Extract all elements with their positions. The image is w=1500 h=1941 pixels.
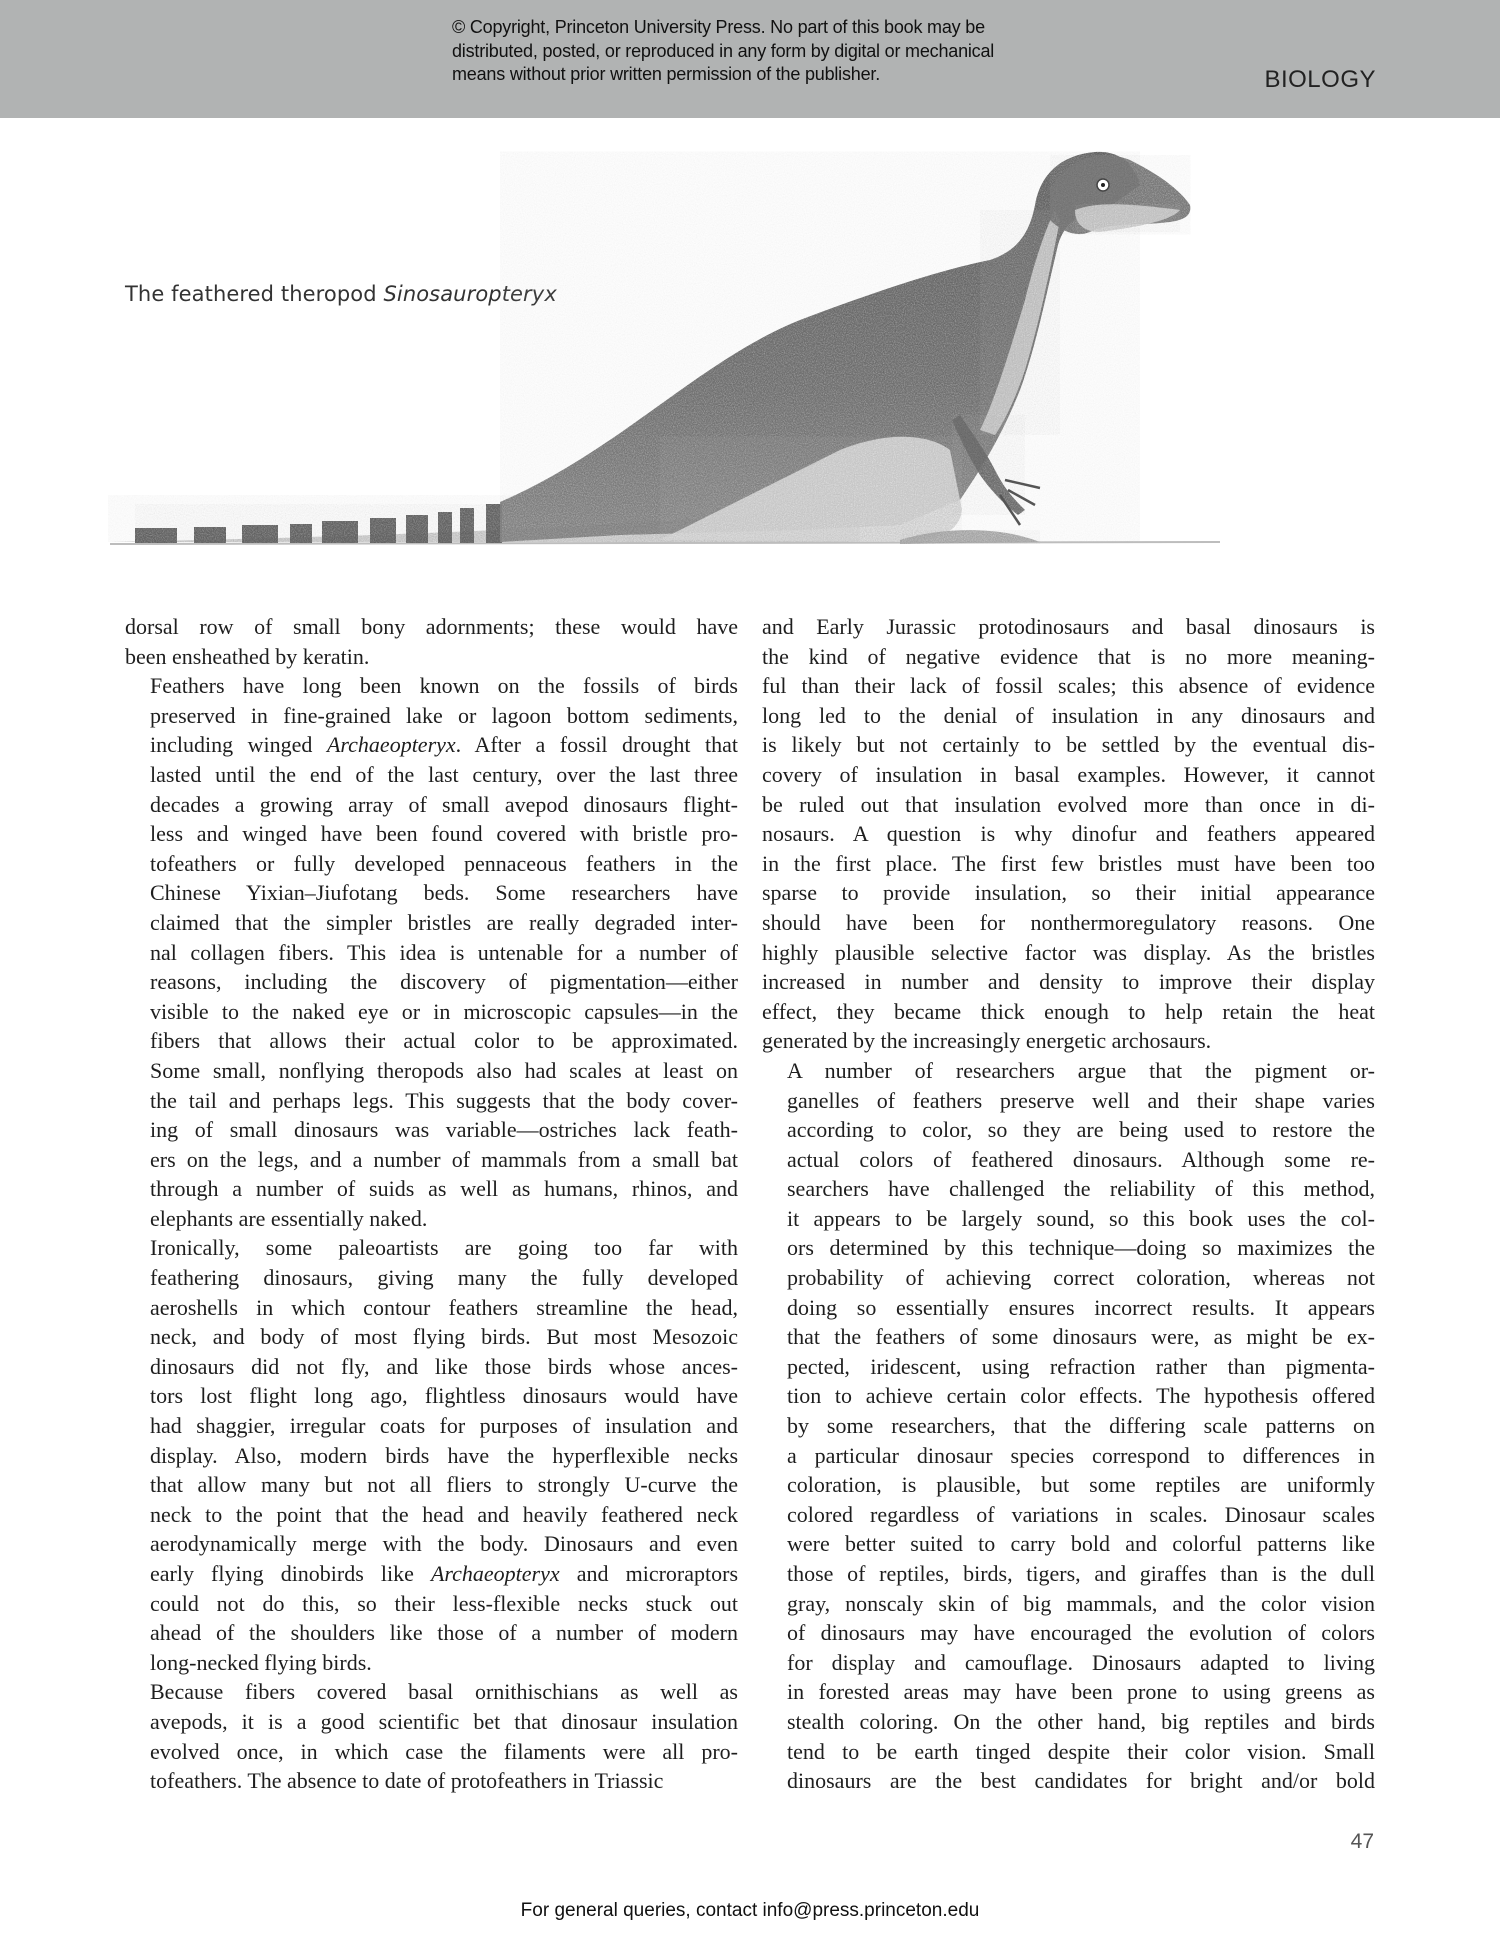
- text-line: neck to the point that the head and heavily feathered neck: [150, 1501, 738, 1527]
- text-line: fibers that allows their actual color to be approximated.: [150, 1028, 738, 1054]
- text-line: gray, nonscaly skin of big mammals, and the color vision: [787, 1590, 1375, 1616]
- text-line: dinosaurs are the best candidates for bright and/or bold: [787, 1768, 1375, 1794]
- text-line: should have been for nonthermoregulatory reasons. One: [762, 909, 1375, 935]
- text-line: reasons, including the discovery of pigmentation—either: [150, 969, 738, 995]
- text-line: increased in number and density to improve their display: [762, 969, 1375, 995]
- text-line: A number of researchers argue that the pigment or-: [787, 1057, 1375, 1083]
- text-line: had shaggier, irregular coats for purposes of insulation and: [150, 1413, 738, 1439]
- caption-text: The feathered theropod: [125, 282, 384, 306]
- text-line: long led to the denial of insulation in any dinosaurs and: [762, 702, 1375, 728]
- text-line: that the feathers of some dinosaurs were, as might be ex-: [787, 1324, 1375, 1350]
- footer-contact: For general queries, contact info@press.princeton.edu: [520, 1900, 980, 1921]
- text-line: feathering dinosaurs, giving many the fully developed: [150, 1265, 738, 1291]
- copyright-line: © Copyright, Princeton University Press. No part of this book may be: [452, 17, 985, 37]
- text-line: Chinese Yixian–Jiufotang beds. Some researchers have: [150, 880, 738, 906]
- text-line: the kind of negative evidence that is no more meaning-: [762, 643, 1375, 669]
- text-line: tofeathers or fully developed pennaceous feathers in the: [150, 850, 738, 876]
- paragraph: [125, 612, 738, 671]
- text-line: aerodynamically merge with the body. Dinosaurs and even: [150, 1531, 738, 1557]
- paragraph: [125, 1233, 738, 1677]
- text-line: avepods, it is a good scientific bet that dinosaur insulation: [150, 1708, 738, 1734]
- text-line: coloration, is plausible, but some reptiles are uniformly: [787, 1472, 1375, 1498]
- text-line: elephants are essentially naked.: [150, 1205, 428, 1231]
- text-line: pected, iridescent, using refraction rather than pigmenta-: [787, 1353, 1375, 1379]
- copyright-banner: [0, 0, 1500, 118]
- paragraph: [762, 1056, 1375, 1796]
- text-line: ers on the legs, and a number of mammals from a small bat: [150, 1146, 738, 1172]
- text-line: were better suited to carry bold and colorful patterns like: [787, 1531, 1375, 1557]
- text-line: searchers have challenged the reliability of this method,: [787, 1176, 1375, 1202]
- copyright-notice: [452, 16, 1072, 87]
- sinosauropteryx-illustration: [100, 150, 1390, 570]
- text-line: tion to achieve certain color effects. The hypothesis offered: [787, 1383, 1375, 1409]
- text-line: Ironically, some paleoartists are going too far with: [150, 1235, 738, 1261]
- text-line: and Early Jurassic protodinosaurs and basal dinosaurs is: [762, 614, 1375, 639]
- text-line: actual colors of feathered dinosaurs. Although some re-: [787, 1146, 1375, 1172]
- text-line: stealth coloring. On the other hand, big reptiles and birds: [787, 1708, 1375, 1734]
- text-line: dinosaurs did not fly, and like those birds whose ances-: [150, 1353, 738, 1379]
- text-line: is likely but not certainly to be settled by the eventual dis-: [762, 732, 1375, 758]
- paragraph: [125, 1677, 738, 1795]
- text-line: those of reptiles, birds, tigers, and giraffes than is the dull: [787, 1561, 1375, 1586]
- text-line: doing so essentially ensures incorrect results. It appears: [787, 1294, 1375, 1320]
- text-line: by some researchers, that the differing scale patterns on: [787, 1413, 1375, 1439]
- text-line: covery of insulation in basal examples. However, it cannot: [762, 761, 1375, 787]
- text-line: ful than their lack of fossil scales; this absence of evidence: [762, 673, 1375, 699]
- text-line: probability of achieving correct coloration, whereas not: [787, 1265, 1375, 1291]
- text-line: according to color, so they are being used to restore the: [787, 1117, 1375, 1143]
- text-line: ahead of the shoulders like those of a number of modern: [150, 1620, 738, 1646]
- text-line: tend to be earth tinged despite their color vision. Small: [787, 1738, 1375, 1764]
- text-line: preserved in fine-grained lake or lagoon bottom sediments,: [150, 702, 738, 728]
- paragraph: [762, 612, 1375, 1056]
- text-line: of dinosaurs may have encouraged the evolution of colors: [787, 1620, 1375, 1646]
- text-line: nal collagen fibers. This idea is untenable for a number of: [150, 939, 738, 965]
- caption-species: Sinosauropteryx: [383, 282, 557, 306]
- paragraph: [125, 671, 738, 1233]
- text-line: nosaurs. A question is why dinofur and feathers appeared: [762, 821, 1375, 847]
- copyright-line: distributed, posted, or reproduced in any form by digital or mechanical: [452, 40, 995, 61]
- text-line: been ensheathed by keratin.: [125, 643, 370, 669]
- text-line: dorsal row of small bony adornments; these would have: [125, 614, 738, 639]
- right-column: [762, 612, 1375, 1796]
- text-line: visible to the naked eye or in microscopic capsules—in the: [150, 998, 738, 1024]
- text-line: the tail and perhaps legs. This suggests that the body cover-: [150, 1087, 738, 1113]
- text-line: it appears to be largely sound, so this book uses the col-: [787, 1205, 1375, 1231]
- text-line: Some small, nonflying theropods also had scales at least on: [150, 1057, 738, 1083]
- text-line: highly plausible selective factor was display. As the bristles: [762, 939, 1375, 965]
- text-line: ganelles of feathers preserve well and their shape varies: [787, 1087, 1375, 1113]
- text-line: that allow many but not all fliers to strongly U-curve the: [150, 1472, 738, 1498]
- text-line: decades a growing array of small avepod dinosaurs flight-: [150, 791, 738, 817]
- text-line: could not do this, so their less-flexible necks stuck out: [150, 1590, 738, 1616]
- text-line: Feathers have long been known on the fossils of birds: [150, 673, 738, 699]
- text-line: tofeathers. The absence to date of protofeathers in Triassic: [150, 1768, 664, 1794]
- left-column: [125, 612, 738, 1796]
- text-line: through a number of suids as well as humans, rhinos, and: [150, 1176, 738, 1202]
- text-line: colored regardless of variations in scales. Dinosaur scales: [787, 1501, 1375, 1527]
- text-line: including winged Archaeopteryx. After a fossil drought that: [150, 732, 738, 758]
- text-line: lasted until the end of the last century, over the last three: [150, 761, 738, 787]
- text-line: evolved once, in which case the filaments were all pro-: [150, 1738, 738, 1764]
- text-line: display. Also, modern birds have the hyperflexible necks: [150, 1442, 738, 1468]
- text-line: ors determined by this technique—doing so maximizes the: [787, 1235, 1375, 1261]
- text-line: a particular dinosaur species correspond to differences in: [787, 1442, 1375, 1468]
- text-line: in the first place. The first few bristles must have been too: [762, 850, 1375, 876]
- text-line: sparse to provide insulation, so their initial appearance: [762, 880, 1375, 906]
- text-line: ing of small dinosaurs was variable—ostriches lack feath-: [150, 1117, 738, 1143]
- section-label: BIOLOGY: [1264, 66, 1376, 93]
- copyright-line: means without prior written permission of the publisher.: [452, 64, 881, 84]
- text-line: claimed that the simpler bristles are really degraded inter-: [150, 909, 738, 935]
- text-line: Because fibers covered basal ornithischians as well as: [150, 1679, 738, 1705]
- text-line: long-necked flying birds.: [150, 1649, 372, 1675]
- text-line: early flying dinobirds like Archaeopteryx and microraptors: [150, 1561, 738, 1586]
- page-number: 47: [1350, 1830, 1374, 1853]
- text-line: in forested areas may have been prone to using greens as: [787, 1679, 1375, 1705]
- text-line: effect, they became thick enough to help retain the heat: [762, 998, 1375, 1024]
- text-line: aeroshells in which contour feathers streamline the head,: [150, 1294, 738, 1320]
- text-line: tors lost flight long ago, flightless dinosaurs would have: [150, 1383, 738, 1409]
- text-line: be ruled out that insulation evolved more than once in di-: [762, 791, 1375, 817]
- text-line: generated by the increasingly energetic archosaurs.: [762, 1028, 1212, 1054]
- text-line: less and winged have been found covered with bristle pro-: [150, 821, 738, 847]
- text-line: for display and camouflage. Dinosaurs adapted to living: [787, 1649, 1375, 1675]
- text-line: neck, and body of most flying birds. But most Mesozoic: [150, 1324, 738, 1350]
